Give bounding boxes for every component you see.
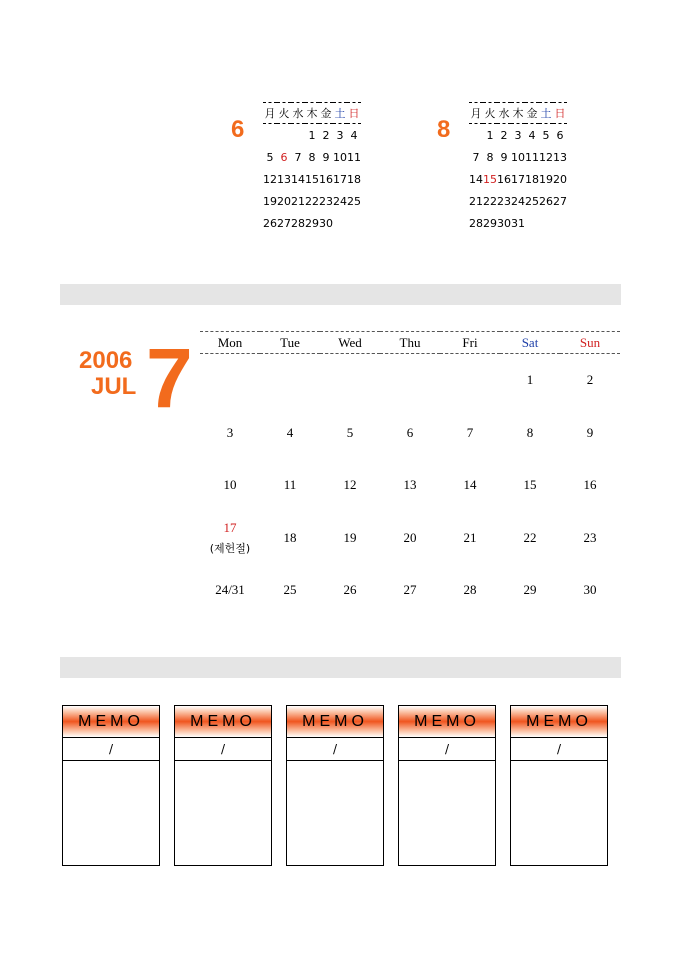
mini-weekday-row — [263, 103, 361, 124]
day-number: 27 — [403, 582, 417, 598]
mini-weekday-label: 金 — [525, 103, 539, 124]
day-cell — [560, 407, 620, 460]
mini-day-cell: 15 — [483, 172, 497, 186]
mini-day-cell: 28 — [291, 216, 305, 230]
mini-day-cell: 16 — [319, 172, 333, 186]
mini-week-row — [263, 124, 361, 147]
day-cell — [380, 407, 440, 460]
mini-week-row — [263, 190, 361, 212]
mini-day-cell: 13 — [277, 172, 291, 186]
day-number: 10 — [223, 477, 237, 493]
day-cell — [320, 354, 380, 407]
day-number: 25 — [283, 582, 297, 598]
mini-weekday-label: 水 — [291, 103, 305, 124]
week-row — [200, 512, 620, 565]
mini-weekday-label: 火 — [483, 103, 497, 124]
mini-day-cell: 5 — [266, 150, 274, 164]
weekday-header-row — [200, 332, 620, 354]
day-cell — [380, 354, 440, 407]
main-month-number: 7 — [146, 331, 193, 425]
mini-day-cell: 8 — [308, 150, 316, 164]
day-number: 16 — [583, 477, 597, 493]
mini-weekday-label: 月 — [263, 103, 277, 124]
mini-day-cell: 21 — [469, 194, 483, 208]
day-cell — [500, 564, 560, 617]
day-number: 1 — [526, 372, 534, 388]
day-number: 6 — [406, 424, 414, 440]
memo-title: MEMO — [399, 706, 495, 738]
day-number: 5 — [346, 424, 354, 440]
day-cell — [320, 564, 380, 617]
mini-day-cell: 25 — [525, 194, 539, 208]
day-number: 2 — [586, 372, 594, 388]
day-cell — [560, 354, 620, 407]
day-number: 30 — [583, 582, 597, 598]
mini-day-cell: 13 — [553, 150, 567, 164]
mini-weekday-row — [469, 103, 567, 124]
weekday-label: Thu — [380, 332, 440, 354]
mini-calendar-grid — [263, 102, 361, 234]
mini-day-cell: 10 — [511, 150, 525, 164]
day-cell — [500, 459, 560, 512]
day-cell — [200, 564, 260, 617]
mini-day-cell: 12 — [539, 150, 553, 164]
memo-body[interactable] — [175, 761, 271, 865]
mini-month-number: 8 — [437, 116, 451, 143]
memo-box[interactable] — [510, 705, 608, 866]
mini-week-row — [263, 212, 361, 234]
mini-weekday-label: 火 — [277, 103, 291, 124]
day-number: 12 — [343, 477, 357, 493]
mini-day-cell: 26 — [263, 216, 277, 230]
mini-weekday-label: 日 — [553, 103, 567, 124]
memo-date-field[interactable]: / — [399, 738, 495, 761]
mini-week-row — [469, 212, 567, 234]
day-number: 28 — [463, 582, 477, 598]
memo-title: MEMO — [511, 706, 607, 738]
memo-box[interactable] — [62, 705, 160, 866]
mini-day-cell: 4 — [528, 128, 536, 142]
mini-weeks — [263, 124, 361, 235]
day-cell — [260, 354, 320, 407]
day-cell — [260, 564, 320, 617]
day-cell — [560, 459, 620, 512]
divider-band-top — [60, 284, 621, 305]
mini-day-cell: 22 — [305, 194, 319, 208]
mini-day-cell — [469, 124, 483, 147]
mini-day-cell: 25 — [347, 194, 361, 208]
mini-day-cell — [553, 212, 567, 234]
mini-day-cell: 2 — [322, 128, 330, 142]
mini-week-row — [469, 124, 567, 147]
day-number: 23 — [583, 529, 597, 545]
day-number: 9 — [586, 424, 594, 440]
mini-day-cell: 2 — [500, 128, 508, 142]
mini-weekday-label: 月 — [469, 103, 483, 124]
day-number: 21 — [463, 529, 477, 545]
mini-weekday-label: 金 — [319, 103, 333, 124]
mini-day-cell: 23 — [497, 194, 511, 208]
day-cell — [440, 354, 500, 407]
mini-day-cell: 20 — [277, 194, 291, 208]
holiday-note: (제헌절) — [209, 541, 251, 555]
weekday-label: Sat — [500, 332, 560, 354]
mini-day-cell: 18 — [347, 172, 361, 186]
mini-day-cell: 23 — [319, 194, 333, 208]
main-calendar-grid — [200, 331, 620, 617]
day-cell — [380, 564, 440, 617]
mini-day-cell — [263, 124, 277, 147]
day-number: 7 — [466, 424, 474, 440]
day-cell — [500, 512, 560, 565]
day-number: 4 — [286, 424, 294, 440]
mini-day-cell: 24 — [511, 194, 525, 208]
mini-day-cell: 12 — [263, 172, 277, 186]
mini-day-cell — [333, 212, 347, 234]
memo-box[interactable] — [174, 705, 272, 866]
mini-day-cell: 6 — [280, 150, 288, 164]
mini-day-cell: 3 — [336, 128, 344, 142]
divider-band-bottom — [60, 657, 621, 678]
day-cell — [440, 407, 500, 460]
mini-month-number: 6 — [231, 116, 245, 143]
mini-day-cell: 8 — [486, 150, 494, 164]
mini-day-cell: 31 — [511, 216, 525, 230]
main-month-abbr: JUL — [91, 373, 137, 400]
day-number: 26 — [343, 582, 357, 598]
mini-day-cell: 27 — [277, 216, 291, 230]
day-cell — [440, 564, 500, 617]
day-number: 13 — [403, 477, 417, 493]
mini-day-cell: 11 — [525, 150, 539, 164]
weekday-label: Mon — [200, 332, 260, 354]
memo-title: MEMO — [175, 706, 271, 738]
main-year: 2006 — [79, 347, 133, 374]
mini-day-cell: 10 — [333, 150, 347, 164]
weekday-label: Sun — [560, 332, 620, 354]
week-row — [200, 564, 620, 617]
mini-day-cell: 21 — [291, 194, 305, 208]
memo-body[interactable] — [511, 761, 607, 865]
mini-day-cell: 29 — [305, 216, 319, 230]
week-row — [200, 354, 620, 407]
mini-day-cell: 7 — [294, 150, 302, 164]
week-row — [200, 407, 620, 460]
mini-weeks — [469, 124, 567, 235]
mini-day-cell: 1 — [308, 128, 316, 142]
day-number: 29 — [523, 582, 537, 598]
day-cell — [200, 512, 260, 565]
mini-weekday-label: 木 — [511, 103, 525, 124]
memo-title: MEMO — [287, 706, 383, 738]
mini-day-cell — [347, 212, 361, 234]
weekday-label: Fri — [440, 332, 500, 354]
day-number: 15 — [523, 477, 537, 493]
mini-day-cell: 20 — [553, 172, 567, 186]
day-cell — [380, 459, 440, 512]
day-cell — [500, 407, 560, 460]
mini-day-cell: 14 — [291, 172, 305, 186]
mini-day-cell — [539, 212, 553, 234]
day-number: 3 — [226, 424, 234, 440]
mini-day-cell — [277, 124, 291, 147]
day-cell — [440, 459, 500, 512]
mini-day-cell: 28 — [469, 216, 483, 230]
memo-date-field[interactable]: / — [287, 738, 383, 761]
memo-date-field[interactable]: / — [511, 738, 607, 761]
day-number: 17 — [223, 519, 237, 535]
day-cell — [260, 512, 320, 565]
mini-day-cell — [291, 124, 305, 147]
weekday-label: Tue — [260, 332, 320, 354]
day-number: 24/31 — [215, 582, 245, 598]
mini-day-cell: 19 — [263, 194, 277, 208]
memo-title: MEMO — [63, 706, 159, 738]
day-cell — [500, 354, 560, 407]
mini-day-cell: 3 — [514, 128, 522, 142]
mini-day-cell: 26 — [539, 194, 553, 208]
day-cell — [560, 564, 620, 617]
mini-week-row — [469, 146, 567, 168]
mini-day-cell: 9 — [322, 150, 330, 164]
mini-week-row — [263, 168, 361, 190]
mini-day-cell: 19 — [539, 172, 553, 186]
mini-day-cell: 18 — [525, 172, 539, 186]
mini-weekday-label: 日 — [347, 103, 361, 124]
mini-weekday-label: 土 — [333, 103, 347, 124]
day-cell — [200, 459, 260, 512]
day-cell — [320, 512, 380, 565]
mini-day-cell: 30 — [319, 216, 333, 230]
day-number: 8 — [526, 424, 534, 440]
memo-date-field[interactable]: / — [175, 738, 271, 761]
mini-weekday-label: 水 — [497, 103, 511, 124]
mini-week-row — [263, 146, 361, 168]
day-cell — [560, 512, 620, 565]
day-cell — [200, 354, 260, 407]
mini-day-cell: 17 — [511, 172, 525, 186]
mini-day-cell: 9 — [500, 150, 508, 164]
mini-day-cell: 14 — [469, 172, 483, 186]
weekday-label: Wed — [320, 332, 380, 354]
week-row — [200, 459, 620, 512]
memo-date-field[interactable]: / — [63, 738, 159, 761]
day-cell — [260, 459, 320, 512]
mini-day-cell: 24 — [333, 194, 347, 208]
day-number: 14 — [463, 477, 477, 493]
mini-day-cell: 22 — [483, 194, 497, 208]
day-cell — [260, 407, 320, 460]
day-cell — [440, 512, 500, 565]
mini-day-cell: 15 — [305, 172, 319, 186]
day-number: 19 — [343, 529, 357, 545]
memo-box[interactable] — [286, 705, 384, 866]
main-weeks — [200, 354, 620, 617]
mini-week-row — [469, 168, 567, 190]
day-cell — [320, 407, 380, 460]
mini-day-cell: 30 — [497, 216, 511, 230]
mini-weekday-label: 木 — [305, 103, 319, 124]
day-number: 20 — [403, 529, 417, 545]
memo-body[interactable] — [63, 761, 159, 865]
day-cell — [200, 407, 260, 460]
mini-day-cell: 4 — [350, 128, 358, 142]
memo-body[interactable] — [399, 761, 495, 865]
day-number: 11 — [283, 477, 297, 493]
mini-day-cell: 6 — [556, 128, 564, 142]
day-cell — [320, 459, 380, 512]
mini-week-row — [469, 190, 567, 212]
memo-body[interactable] — [287, 761, 383, 865]
mini-day-cell: 27 — [553, 194, 567, 208]
mini-day-cell: 29 — [483, 216, 497, 230]
memo-box[interactable] — [398, 705, 496, 866]
day-number: 22 — [523, 529, 537, 545]
mini-calendar-grid — [469, 102, 567, 234]
mini-day-cell — [525, 212, 539, 234]
mini-day-cell: 11 — [347, 150, 361, 164]
mini-weekday-label: 土 — [539, 103, 553, 124]
day-cell — [380, 512, 440, 565]
mini-day-cell: 16 — [497, 172, 511, 186]
day-number: 18 — [283, 529, 297, 545]
mini-day-cell: 17 — [333, 172, 347, 186]
mini-day-cell: 7 — [472, 150, 480, 164]
mini-day-cell: 5 — [542, 128, 550, 142]
mini-day-cell: 1 — [486, 128, 494, 142]
